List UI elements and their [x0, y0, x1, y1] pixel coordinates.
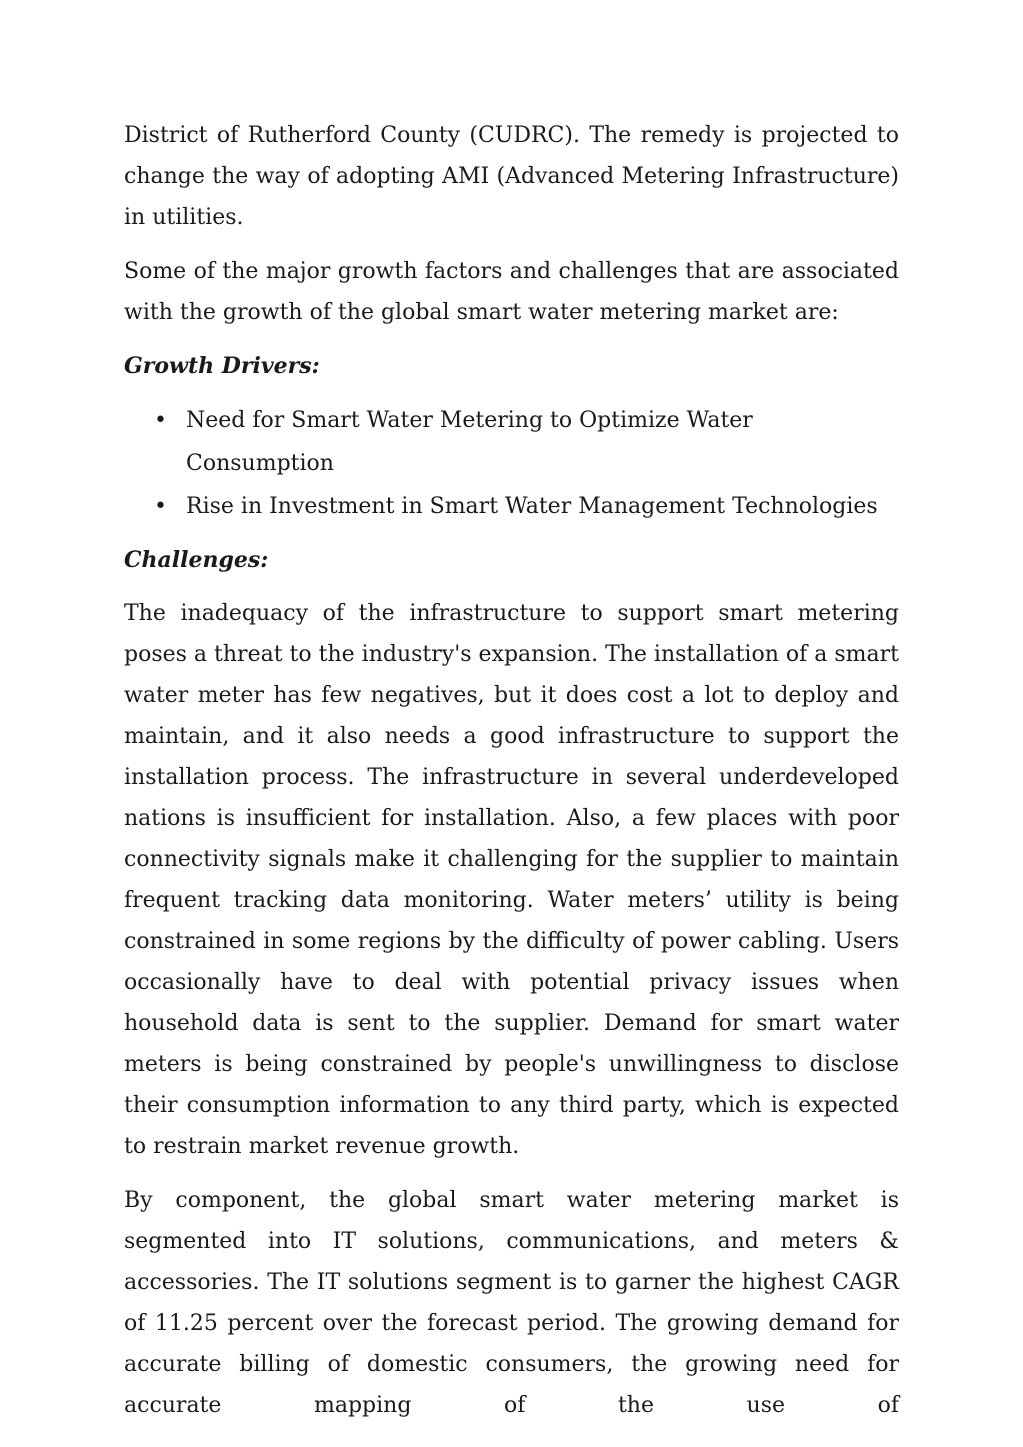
- challenges-paragraph: The inadequacy of the infrastructure to support smart metering poses a threat to the industry's expansion. The installation of a smart water meter has few negatives, but it does cost a lot to deploy and maintain, and it also needs a good infrastructure to support the installation process. The infrastructure in several underdeveloped nations is insufficient for installation. Also, a few places with poor connectivity signals make it challenging for the supplier to maintain frequent tracking data monitoring. Water meters’ utility is being constrained in some regions by the difficulty of power cabling. Users occasionally have to deal with potential privacy issues when household data is sent to the supplier. Demand for smart water meters is being constrained by people's unwillingness to disclose their consumption information to any third party, which is expected to restrain market revenue growth.: [124, 601, 899, 1159]
- challenges-heading: Challenges:: [124, 547, 269, 573]
- list-item-text: Rise in Investment in Smart Water Management Technologies: [186, 494, 878, 519]
- intro-paragraph: District of Rutherford County (CUDRC). The remedy is projected to change the way of adopting AMI (Advanced Metering Infrastructure) in utilities.: [124, 123, 899, 230]
- list-item: [124, 399, 899, 485]
- bullet-icon: •: [154, 408, 167, 433]
- growth-drivers-list: [124, 399, 899, 528]
- component-paragraph: By component, the global smart water metering market is segmented into IT solutions, communications, and meters & accessories. The IT solutions segment is to garner the highest CAGR of 11.25 percent over the forecast period. The growing demand for accurate billing of domestic consumers, the growing need for accurate mapping of the use of: [124, 1188, 899, 1418]
- list-item-text: Need for Smart Water Metering to Optimize Water Consumption: [186, 408, 753, 476]
- document-page: [124, 115, 899, 1439]
- list-item: [124, 485, 899, 528]
- factors-paragraph: Some of the major growth factors and challenges that are associated with the growth of the global smart water metering market are:: [124, 259, 899, 325]
- growth-drivers-heading: Growth Drivers:: [124, 353, 320, 379]
- bullet-icon: •: [154, 494, 167, 519]
